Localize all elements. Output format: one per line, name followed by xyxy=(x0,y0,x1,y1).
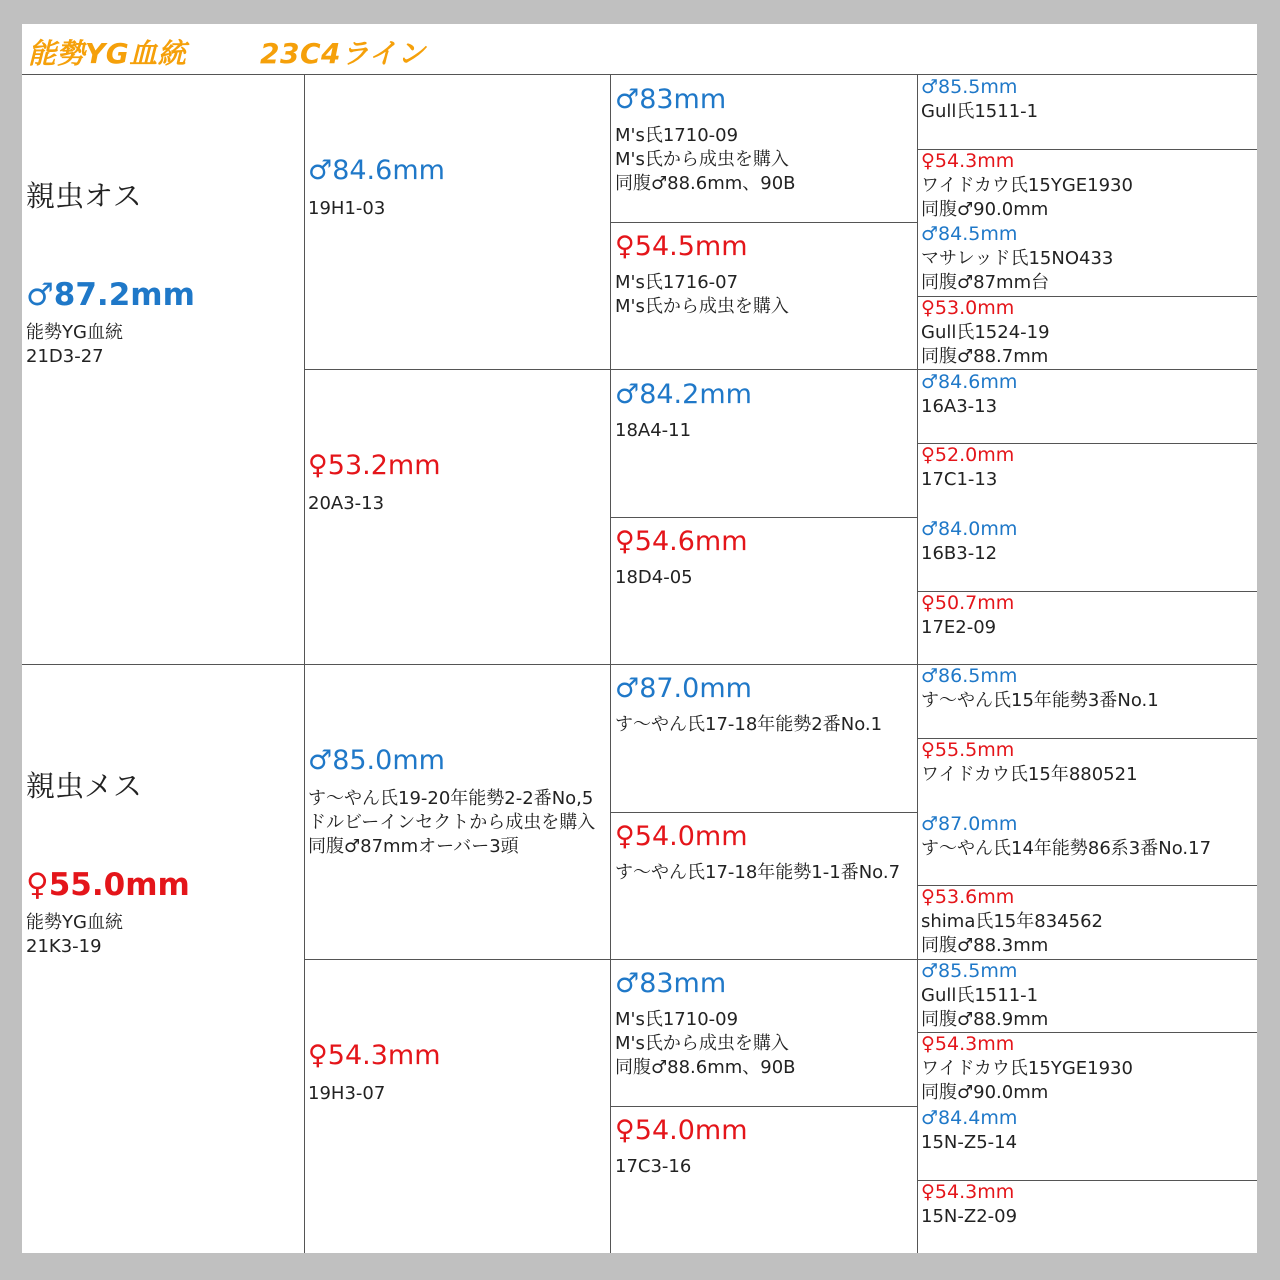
sire-cell xyxy=(22,75,304,664)
great-grandparent-cell xyxy=(611,371,917,517)
dam-note: 能勢YG血統 xyxy=(26,912,123,933)
sire-note: 能勢YG血統 xyxy=(26,322,123,343)
great-grandparent-cell-size: ♀54.0mm xyxy=(615,821,748,852)
ancestor-cell-note: 16A3-13 xyxy=(921,396,998,417)
great-grandparent-cell-note: 同腹♂88.6mm、90B xyxy=(615,1057,796,1078)
ancestor-cell-note: マサレッド氏15NO433 xyxy=(921,248,1114,269)
ancestor-cell-note: Gull氏1511-1 xyxy=(921,101,1039,122)
ancestor-cell-size: ♀54.3mm xyxy=(921,1033,1015,1055)
great-grandparent-cell-note: M's氏1710-09 xyxy=(615,125,739,146)
great-grandparent-cell-note: M's氏から成虫を購入 xyxy=(615,296,789,317)
ancestor-cell-note: 同腹♂88.9mm xyxy=(921,1009,1049,1030)
great-grandparent-cell-size: ♀54.6mm xyxy=(615,526,748,557)
pedigree-sheet xyxy=(22,24,1257,1253)
ancestor-cell xyxy=(918,592,1257,665)
ancestor-cell xyxy=(918,76,1257,149)
grandparent-cell-size: ♀54.3mm xyxy=(308,1040,441,1071)
ancestor-cell-size: ♂87.0mm xyxy=(921,813,1018,835)
grandparent-cell-note: 19H1-03 xyxy=(308,198,386,219)
ancestor-cell xyxy=(918,886,1257,959)
sire-label: 親虫オス xyxy=(26,179,142,213)
great-grandparent-cell-note: M's氏から成虫を購入 xyxy=(615,149,789,170)
ancestor-cell-size: ♂84.4mm xyxy=(921,1107,1018,1129)
ancestor-cell-size: ♂85.5mm xyxy=(921,76,1018,98)
great-grandparent-cell-note: 同腹♂88.6mm、90B xyxy=(615,173,796,194)
great-grandparent-cell-size: ♂83mm xyxy=(615,968,727,999)
ancestor-cell-note: 同腹♂87mm台 xyxy=(921,272,1050,293)
ancestor-cell-size: ♀52.0mm xyxy=(921,444,1015,466)
grandparent-cell xyxy=(305,665,610,959)
great-grandparent-cell-note: 17C3-16 xyxy=(615,1156,692,1177)
great-grandparent-cell-size: ♂87.0mm xyxy=(615,673,752,704)
great-grandparent-cell xyxy=(611,76,917,222)
ancestor-cell-note: 17E2-09 xyxy=(921,617,997,638)
ancestor-cell-note: 同腹♂88.3mm xyxy=(921,935,1049,956)
grandparent-cell-note: す～やん氏19-20年能勢2-2番No,5 xyxy=(308,788,594,809)
ancestor-cell-size: ♂84.6mm xyxy=(921,371,1018,393)
ancestor-cell-note: Gull氏1524-19 xyxy=(921,322,1050,343)
ancestor-cell-size: ♀55.5mm xyxy=(921,739,1015,761)
great-grandparent-cell xyxy=(611,813,917,959)
great-grandparent-cell-size: ♂83mm xyxy=(615,84,727,115)
ancestor-cell-note: 同腹♂90.0mm xyxy=(921,199,1049,220)
ancestor-cell-size: ♂84.5mm xyxy=(921,223,1018,245)
grandparent-cell-note: 同腹♂87mmオーバー3頭 xyxy=(308,836,519,857)
great-grandparent-cell-note: 18D4-05 xyxy=(615,567,693,588)
ancestor-cell-size: ♀53.0mm xyxy=(921,297,1015,319)
ancestor-cell-note: 同腹♂90.0mm xyxy=(921,1082,1049,1103)
great-grandparent-cell xyxy=(611,665,917,811)
great-grandparent-cell xyxy=(611,960,917,1106)
great-grandparent-cell xyxy=(611,223,917,369)
great-grandparent-cell-size: ♀54.0mm xyxy=(615,1115,748,1146)
dam-cell xyxy=(22,665,304,1253)
great-grandparent-cell xyxy=(611,518,917,664)
grandparent-cell xyxy=(305,75,610,369)
ancestor-cell-size: ♂85.5mm xyxy=(921,960,1018,982)
dam-note: 21K3-19 xyxy=(26,936,102,957)
great-grandparent-cell-note: 18A4-11 xyxy=(615,420,692,441)
sire-size: ♂87.2mm xyxy=(26,277,195,313)
ancestor-cell xyxy=(918,371,1257,444)
great-grandparent-cell-note: す～やん氏17-18年能勢2番No.1 xyxy=(615,714,883,735)
dam-size: ♀55.0mm xyxy=(26,867,190,903)
ancestor-cell xyxy=(918,444,1257,517)
line-name: 23C4ライン xyxy=(260,37,426,70)
ancestor-cell xyxy=(918,1033,1257,1106)
ancestor-cell-note: shima氏15年834562 xyxy=(921,911,1103,932)
ancestor-cell-note: Gull氏1511-1 xyxy=(921,985,1039,1006)
ancestor-cell xyxy=(918,665,1257,738)
ancestor-cell xyxy=(918,1107,1257,1180)
ancestor-cell-note: 15N-Z5-14 xyxy=(921,1132,1018,1153)
sire-note: 21D3-27 xyxy=(26,346,104,367)
grandparent-cell-note: 19H3-07 xyxy=(308,1083,386,1104)
ancestor-cell-note: ワイドカウ氏15年880521 xyxy=(921,764,1138,785)
ancestor-cell-size: ♀50.7mm xyxy=(921,592,1015,614)
ancestor-cell-note: 16B3-12 xyxy=(921,543,998,564)
ancestor-cell-note: 17C1-13 xyxy=(921,469,998,490)
great-grandparent-cell-size: ♀54.5mm xyxy=(615,231,748,262)
great-grandparent-cell xyxy=(611,1107,917,1253)
ancestor-cell xyxy=(918,518,1257,591)
ancestor-cell-note: 15N-Z2-09 xyxy=(921,1206,1018,1227)
grandparent-cell-size: ♂84.6mm xyxy=(308,155,445,186)
ancestor-cell-note: 同腹♂88.7mm xyxy=(921,346,1049,367)
ancestor-cell-size: ♀54.3mm xyxy=(921,1181,1015,1203)
ancestor-cell xyxy=(918,223,1257,296)
ancestor-cell-note: す～やん氏14年能勢86系3番No.17 xyxy=(921,838,1212,859)
great-grandparent-cell-note: す～やん氏17-18年能勢1-1番No.7 xyxy=(615,862,901,883)
grandparent-cell-note: ドルビーインセクトから成虫を購入 xyxy=(308,812,596,833)
ancestor-cell xyxy=(918,813,1257,886)
ancestor-cell-size: ♀53.6mm xyxy=(921,886,1015,908)
header-bar xyxy=(22,24,1257,75)
dam-label: 親虫メス xyxy=(26,769,143,803)
ancestor-cell xyxy=(918,739,1257,812)
great-grandparent-cell-size: ♂84.2mm xyxy=(615,379,752,410)
ancestor-cell-note: ワイドカウ氏15YGE1930 xyxy=(921,1058,1133,1079)
ancestor-cell-note: す～やん氏15年能勢3番No.1 xyxy=(921,690,1159,711)
ancestor-cell xyxy=(918,297,1257,370)
ancestor-cell xyxy=(918,150,1257,223)
grandparent-cell xyxy=(305,370,610,664)
grandparent-cell-size: ♀53.2mm xyxy=(308,450,441,481)
ancestor-cell-size: ♂84.0mm xyxy=(921,518,1018,540)
ancestor-cell-note: ワイドカウ氏15YGE1930 xyxy=(921,175,1133,196)
grandparent-cell-note: 20A3-13 xyxy=(308,493,385,514)
ancestor-cell-size: ♂86.5mm xyxy=(921,665,1018,687)
lineage-title: 能勢YG血統 xyxy=(28,37,187,70)
ancestor-cell-size: ♀54.3mm xyxy=(921,150,1015,172)
great-grandparent-cell-note: M's氏1716-07 xyxy=(615,272,739,293)
great-grandparent-cell-note: M's氏から成虫を購入 xyxy=(615,1033,789,1054)
great-grandparent-cell-note: M's氏1710-09 xyxy=(615,1009,739,1030)
grandparent-cell-size: ♂85.0mm xyxy=(308,745,445,776)
grandparent-cell xyxy=(305,960,610,1253)
ancestor-cell xyxy=(918,960,1257,1033)
ancestor-cell xyxy=(918,1181,1257,1254)
